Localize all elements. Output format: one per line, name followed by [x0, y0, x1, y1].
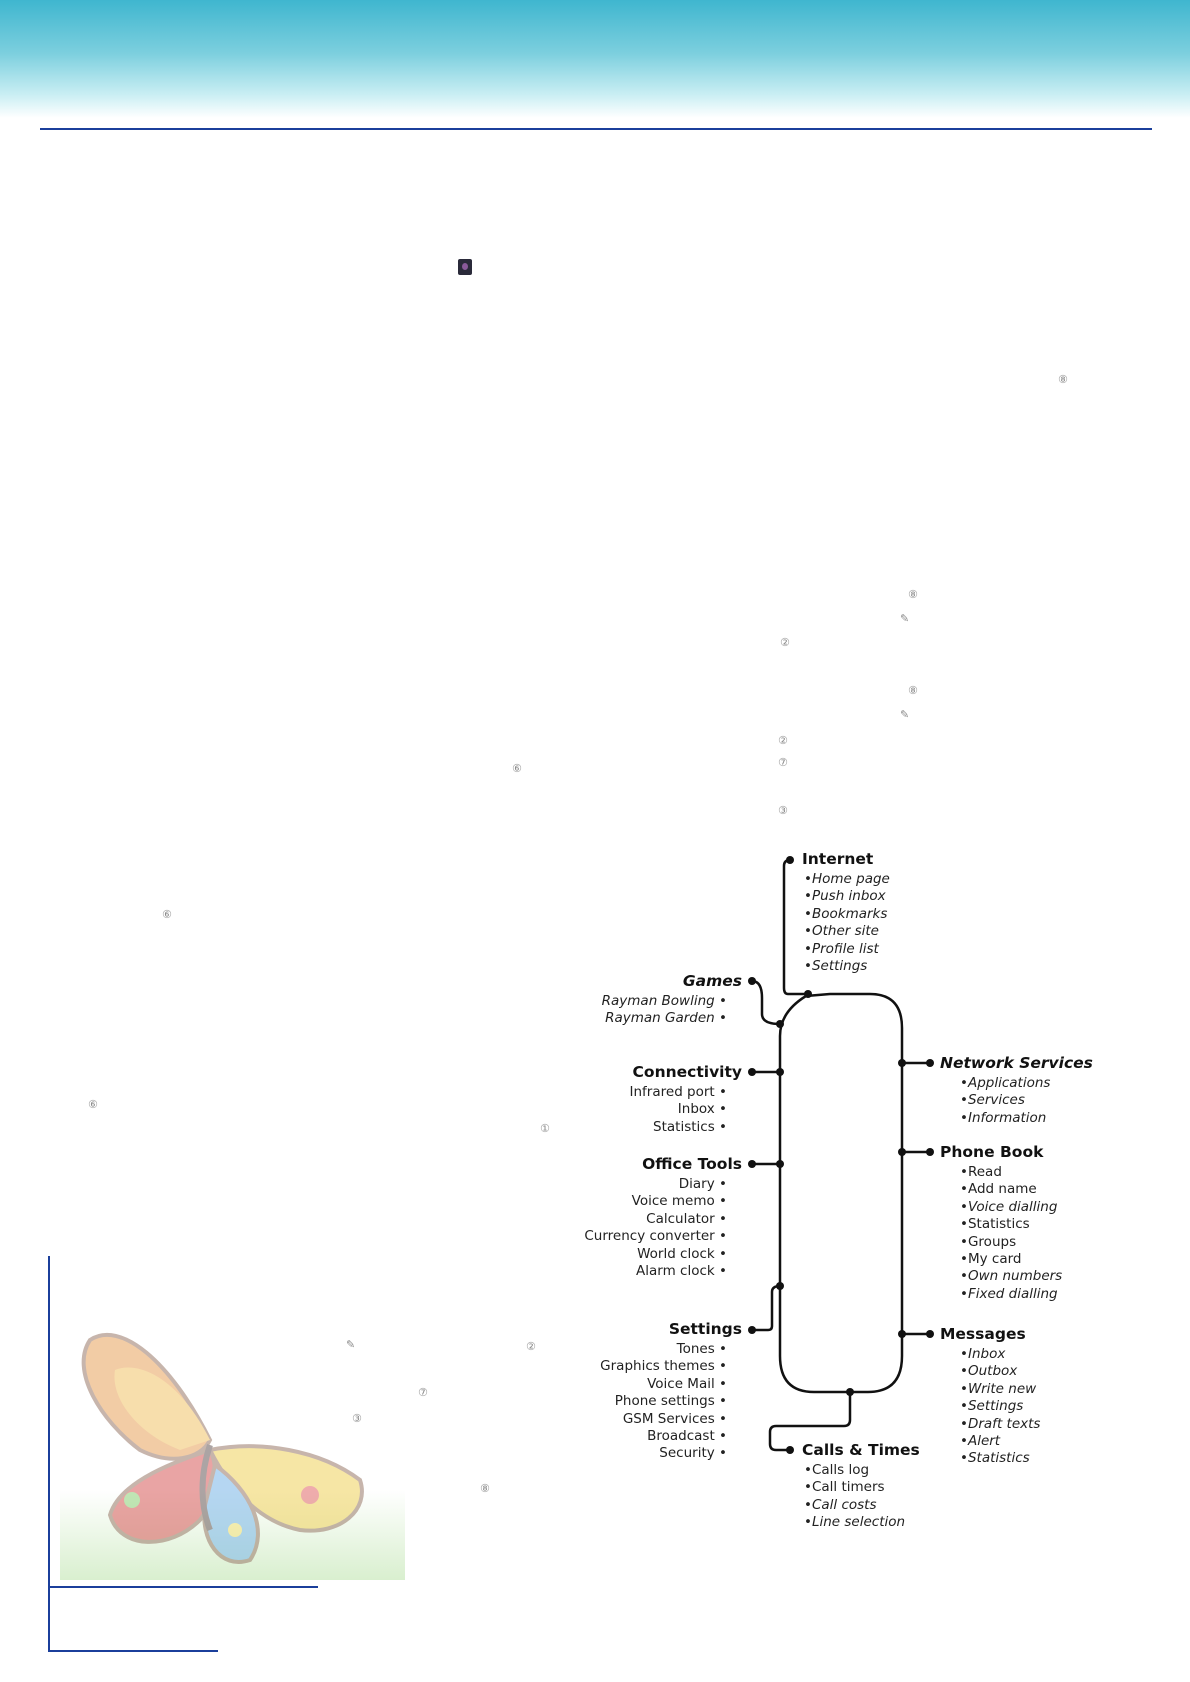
phone-key-icon: [458, 259, 472, 275]
node-dot: [776, 1160, 784, 1168]
node-dot: [748, 1160, 756, 1168]
node-dot: [748, 1326, 756, 1334]
circled-7-icon: ⑦: [778, 756, 788, 769]
header-rule: [40, 128, 1152, 130]
frame-line: [48, 1650, 218, 1652]
menu-network-services-items: •Applications •Services •Information: [960, 1075, 1051, 1126]
circled-6-icon: ⑥: [512, 762, 522, 775]
circled-3-icon: ③: [778, 804, 788, 817]
menu-internet-items: •Home page •Push inbox •Bookmarks •Other site •Profile list •Settings: [804, 871, 890, 975]
node-dot: [926, 1330, 934, 1338]
node-dot: [786, 856, 794, 864]
menu-office-tools-items: Diary • Voice memo • Calculator • Currency converter • World clock • Alarm clock •: [584, 1176, 727, 1280]
node-dot: [846, 1388, 854, 1396]
menu-games-items: Rayman Bowling • Rayman Garden •: [601, 993, 727, 1027]
circled-7-icon: ⑦: [418, 1386, 428, 1399]
pencil-icon: ✎: [900, 612, 910, 625]
circled-8-icon: ⑧: [908, 684, 918, 697]
circled-8-icon: ⑧: [1058, 373, 1068, 386]
node-dot: [898, 1148, 906, 1156]
frame-vertical-line: [48, 1256, 50, 1652]
node-dot: [776, 1282, 784, 1290]
circled-6-icon: ⑥: [88, 1098, 98, 1111]
node-dot: [926, 1148, 934, 1156]
circled-1-icon: ①: [540, 1122, 550, 1135]
menu-calls-times-items: •Calls log •Call timers •Call costs •Line selection: [804, 1462, 906, 1531]
node-dot: [776, 1020, 784, 1028]
node-dot: [804, 990, 812, 998]
circled-8-icon: ⑧: [480, 1482, 490, 1495]
loop-path: [780, 994, 902, 1392]
pencil-icon: ✎: [900, 708, 910, 721]
menu-office-tools-title: Office Tools: [642, 1155, 742, 1173]
node-dot: [898, 1059, 906, 1067]
node-dot: [786, 1446, 794, 1454]
circled-2-icon: ②: [780, 636, 790, 649]
games-connector: [752, 981, 780, 1024]
menu-phone-book-title: Phone Book: [940, 1143, 1044, 1161]
menu-internet-title: Internet: [802, 850, 874, 868]
header-band: [0, 0, 1190, 118]
node-dot: [776, 1068, 784, 1076]
menu-calls-times-title: Calls & Times: [802, 1441, 920, 1459]
menu-messages-items: •Inbox •Outbox •Write new •Settings •Draft texts •Alert •Statistics: [960, 1346, 1041, 1467]
menu-phone-book-items: •Read •Add name •Voice dialling •Statistics •Groups •My card •Own numbers •Fixed dialling: [960, 1164, 1063, 1302]
node-dot: [748, 977, 756, 985]
menu-games-title: Games: [682, 972, 742, 990]
settings-connector: [752, 1286, 780, 1330]
menu-settings-items: Tones • Graphics themes • Voice Mail • Phone settings • GSM Services • Broadcast • Security •: [600, 1341, 727, 1462]
circled-3-icon: ③: [352, 1412, 362, 1425]
node-dot: [898, 1330, 906, 1338]
pencil-icon: ✎: [346, 1338, 356, 1351]
menu-settings-title: Settings: [668, 1320, 742, 1338]
menu-connectivity-items: Infrared port • Inbox • Statistics •: [629, 1084, 727, 1135]
circled-8-icon: ⑧: [908, 588, 918, 601]
butterfly-illustration: [60, 1300, 405, 1580]
menu-network-services-title: Network Services: [940, 1054, 1093, 1072]
menu-connectivity-title: Connectivity: [632, 1063, 742, 1081]
node-dot: [926, 1059, 934, 1067]
frame-line: [48, 1586, 318, 1588]
circled-6-icon: ⑥: [162, 908, 172, 921]
menu-messages-title: Messages: [940, 1325, 1026, 1343]
node-dot: [748, 1068, 756, 1076]
circled-2-icon: ②: [526, 1340, 536, 1353]
circled-2-icon: ②: [778, 734, 788, 747]
